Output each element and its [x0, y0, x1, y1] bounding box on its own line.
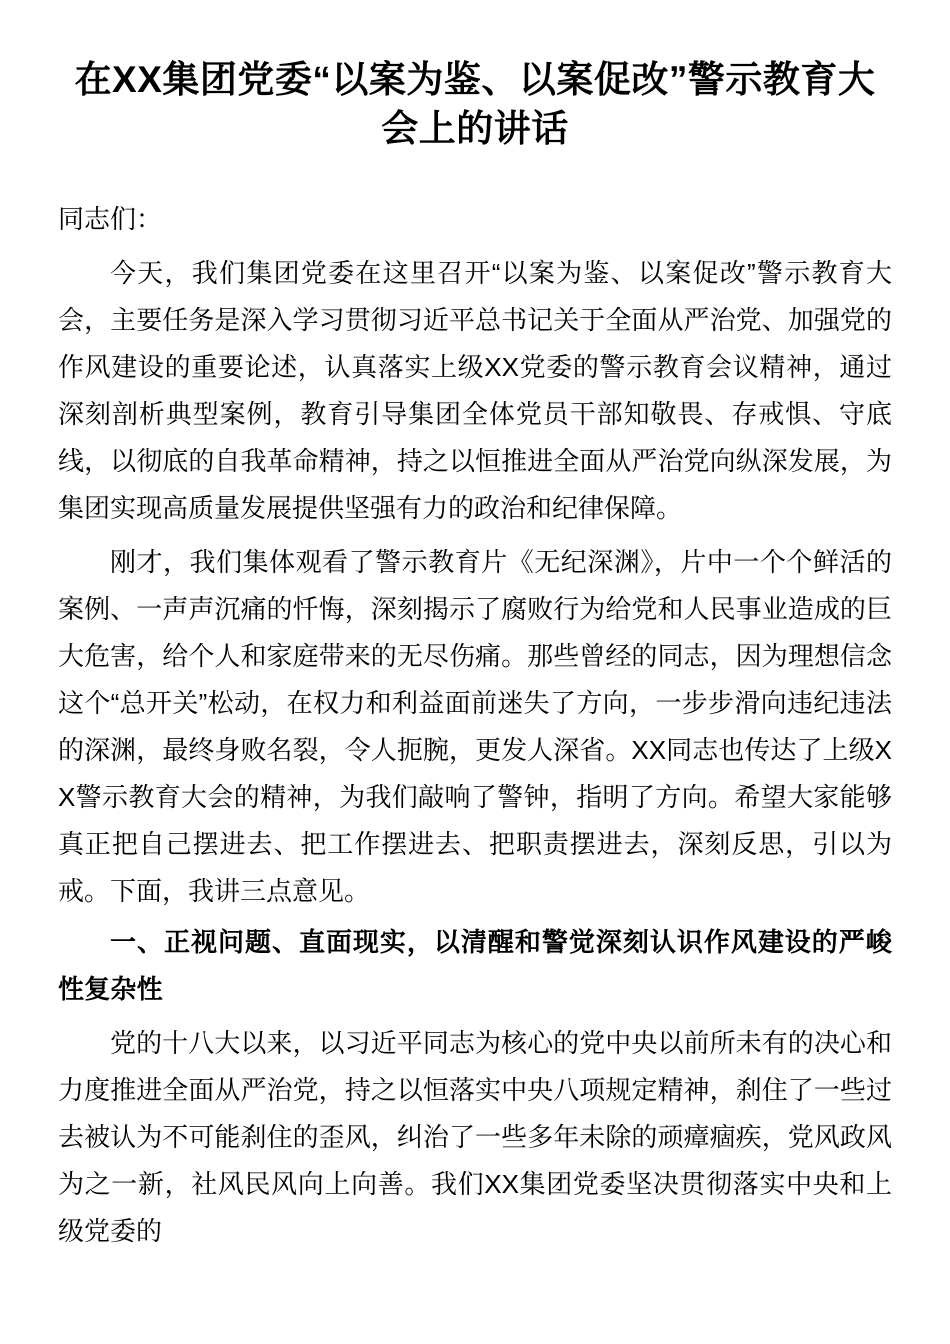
- paragraph-film-reflection: 刚才，我们集体观看了警示教育片《无纪深渊》，片中一个个鲜活的案例、一声声沉痛的忏悔，深刻揭示了腐败行为给党和人民事业造成的巨大危害，给个人和家庭带来的无尽伤痛。那些曾经的同志，因为理想信念这个“总开关”松动，在权力和利益面前迷失了方向，一步步滑向违纪违法的深渊，最终身败名裂，令人扼腕，更发人深省。XX同志也传达了上级XX警示教育大会的精神，为我们敲响了警钟，指明了方向。希望大家能够真正把自己摆进去、把工作摆进去、把职责摆进去，深刻反思，引以为戒。下面，我讲三点意见。: [58, 546, 892, 906]
- page-title: 在XX集团党委“以案为鉴、以案促改”警示教育大会上的讲话: [74, 59, 876, 149]
- salutation: 同志们：: [58, 203, 163, 234]
- section-heading-one: 一、正视问题、直面现实，以清醒和警觉深刻认识作风建设的严峻性复杂性: [58, 927, 892, 1004]
- paragraph-intro-purpose: 今天，我们集团党委在这里召开“以案为鉴、以案促改”警示教育大会，主要任务是深入学习贯彻习近平总书记关于全面从严治党、加强党的作风建设的重要论述，认真落实上级XX党委的警示教育会议精神，通过深刻剖析典型案例，教育引导集团全体党员干部知敬畏、存戒惧、守底线，以彻底的自我革命精神，持之以恒推进全面从严治党向纵深发展，为集团实现高质量发展提供坚强有力的政治和纪律保障。: [58, 257, 892, 523]
- paragraph-section-one-body: 党的十八大以来，以习近平同志为核心的党中央以前所未有的决心和力度推进全面从严治党，持之以恒落实中央八项规定精神，刹住了一些过去被认为不可能刹住的歪风，纠治了一些多年未除的顽瘴痼疾，党风政风为之一新，社风民风向上向善。我们XX集团党委坚决贯彻落实中央和上级党委的: [58, 1027, 892, 1246]
